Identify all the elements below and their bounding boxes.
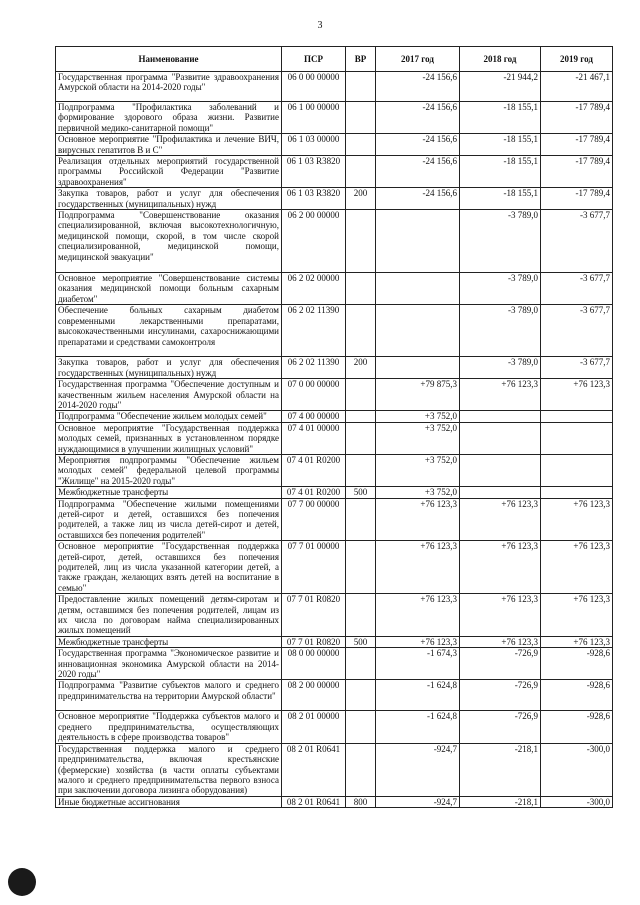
row-value-2017 [376, 357, 460, 379]
row-vr-code [346, 411, 376, 422]
row-value-2018 [460, 411, 541, 422]
row-value-2019: -928,6 [541, 648, 613, 680]
row-value-2018: -3 789,0 [460, 357, 541, 379]
row-value-2019: +76 123,3 [541, 498, 613, 541]
row-name: Подпрограмма "Совершенствование оказания специализированной, включая высокотехнологичную, медицинской помощи, скорой, в том числе скорой специализированной, медицинской помощи, медицинской эвакуации" [56, 210, 282, 273]
row-psr-code: 06 2 00 00000 [282, 210, 346, 273]
row-value-2018: -21 944,2 [460, 72, 541, 102]
row-psr-code: 08 0 00 00000 [282, 648, 346, 680]
row-psr-code: 06 1 03 R3820 [282, 156, 346, 188]
row-vr-code [346, 305, 376, 357]
row-value-2019: -300,0 [541, 743, 613, 796]
row-vr-code: 500 [346, 487, 376, 498]
row-value-2018: +76 123,3 [460, 379, 541, 411]
header-name: Наименование [56, 47, 282, 72]
row-psr-code: 08 2 01 00000 [282, 711, 346, 743]
row-name: Государственная поддержка малого и среднего предпринимательства, включая крестьянские (фермерские) хозяйства (в части оплаты субъектами малого и среднего предпринимательства первого взноса при заключении договора лизинга оборудования) [56, 743, 282, 796]
row-name: Реализация отдельных мероприятий государственной программы Российской Федерации "Развитие здравоохранения" [56, 156, 282, 188]
row-psr-code: 06 1 03 R3820 [282, 188, 346, 210]
row-value-2019: -3 677,7 [541, 273, 613, 305]
row-value-2018: +76 123,3 [460, 498, 541, 541]
row-value-2019 [541, 454, 613, 486]
row-name: Предоставление жилых помещений детям-сиротам и детям, оставшимся без попечения родителей, лицам из их числа по договорам найма специализированных жилых помещений [56, 594, 282, 637]
table-header-row [56, 47, 613, 72]
row-value-2019: +76 123,3 [541, 541, 613, 594]
row-name: Закупка товаров, работ и услуг для обеспечения государственных (муниципальных) нужд [56, 357, 282, 379]
row-value-2019: -21 467,1 [541, 72, 613, 102]
row-value-2018 [460, 487, 541, 498]
row-vr-code [346, 454, 376, 486]
row-psr-code: 06 2 02 11390 [282, 357, 346, 379]
page-number: 3 [317, 20, 323, 31]
row-name: Подпрограмма "Обеспечение жильем молодых семей" [56, 411, 282, 422]
row-value-2019: +76 123,3 [541, 379, 613, 411]
row-value-2017: -924,7 [376, 796, 460, 807]
row-value-2018: -18 155,1 [460, 134, 541, 156]
table-row [56, 357, 613, 379]
row-name: Государственная программа "Обеспечение доступным и качественным жильем населения Амурской области на 2014-2020 годы" [56, 379, 282, 411]
row-psr-code: 07 4 01 R0200 [282, 454, 346, 486]
table-row [56, 273, 613, 305]
row-value-2017 [376, 210, 460, 273]
table-row [56, 743, 613, 796]
budget-table [55, 46, 613, 808]
row-vr-code [346, 210, 376, 273]
row-vr-code: 500 [346, 636, 376, 647]
row-value-2017: +76 123,3 [376, 594, 460, 637]
row-psr-code: 06 0 00 00000 [282, 72, 346, 102]
row-value-2019: +76 123,3 [541, 636, 613, 647]
header-2017: 2017 год [376, 47, 460, 72]
row-psr-code: 07 4 00 00000 [282, 411, 346, 422]
row-value-2019: -3 677,7 [541, 305, 613, 357]
row-value-2019: -3 677,7 [541, 357, 613, 379]
row-value-2018: +76 123,3 [460, 636, 541, 647]
row-psr-code: 07 7 01 00000 [282, 541, 346, 594]
table-row [56, 411, 613, 422]
row-psr-code: 06 1 03 00000 [282, 134, 346, 156]
row-name: Подпрограмма "Развитие субъектов малого и среднего предпринимательства на территории Амурской области" [56, 680, 282, 711]
row-value-2018 [460, 454, 541, 486]
binding-hole-mark [8, 868, 36, 896]
row-psr-code: 07 4 01 00000 [282, 422, 346, 454]
table-row [56, 72, 613, 102]
row-value-2017: -1 674,3 [376, 648, 460, 680]
row-name: Основное мероприятие "Поддержка субъектов малого и среднего предпринимательства, осуществляющих деятельность в сфере производства товаров" [56, 711, 282, 743]
row-name: Межбюджетные трансферты [56, 636, 282, 647]
row-psr-code: 07 7 00 00000 [282, 498, 346, 541]
row-vr-code [346, 541, 376, 594]
row-value-2017: +3 752,0 [376, 454, 460, 486]
row-value-2018: -18 155,1 [460, 188, 541, 210]
row-psr-code: 06 2 02 11390 [282, 305, 346, 357]
row-value-2019: -928,6 [541, 680, 613, 711]
row-value-2019: -17 789,4 [541, 188, 613, 210]
row-vr-code: 800 [346, 796, 376, 807]
row-value-2019: -300,0 [541, 796, 613, 807]
row-vr-code [346, 594, 376, 637]
row-value-2017: +76 123,3 [376, 498, 460, 541]
row-vr-code [346, 498, 376, 541]
row-vr-code [346, 273, 376, 305]
row-name: Основное мероприятие "Совершенствование системы оказания медицинской помощи больным сахарным диабетом" [56, 273, 282, 305]
row-value-2019 [541, 487, 613, 498]
row-vr-code [346, 72, 376, 102]
row-value-2019 [541, 411, 613, 422]
row-name: Иные бюджетные ассигнования [56, 796, 282, 807]
row-value-2019: -3 677,7 [541, 210, 613, 273]
row-value-2019: -17 789,4 [541, 102, 613, 134]
row-value-2017 [376, 305, 460, 357]
row-psr-code: 06 1 00 00000 [282, 102, 346, 134]
table-row [56, 594, 613, 637]
row-value-2017: +76 123,3 [376, 541, 460, 594]
row-value-2017: +76 123,3 [376, 636, 460, 647]
row-name: Основное мероприятие "Государственная поддержка детей-сирот, детей, оставшихся без попечения родителей, лиц из числа указанной категории детей, а также граждан, желающих взять детей на воспитание в семью" [56, 541, 282, 594]
row-value-2018: -18 155,1 [460, 102, 541, 134]
table-row [56, 680, 613, 711]
row-value-2019: +76 123,3 [541, 594, 613, 637]
row-value-2018: -726,9 [460, 648, 541, 680]
table-row [56, 379, 613, 411]
table-row [56, 796, 613, 807]
row-name: Государственная программа "Развитие здравоохранения Амурской области на 2014-2020 годы" [56, 72, 282, 102]
row-value-2017: +79 875,3 [376, 379, 460, 411]
row-vr-code [346, 680, 376, 711]
row-vr-code [346, 379, 376, 411]
row-vr-code: 200 [346, 357, 376, 379]
table-row [56, 711, 613, 743]
table-row [56, 210, 613, 273]
table-row [56, 648, 613, 680]
row-value-2017: -24 156,6 [376, 102, 460, 134]
row-value-2019: -17 789,4 [541, 134, 613, 156]
row-vr-code [346, 648, 376, 680]
row-value-2018: -726,9 [460, 680, 541, 711]
row-value-2018: -218,1 [460, 743, 541, 796]
table-row [56, 134, 613, 156]
table-row [56, 636, 613, 647]
row-psr-code: 08 2 01 R0641 [282, 743, 346, 796]
row-value-2018 [460, 422, 541, 454]
row-name: Государственная программа "Экономическое развитие и инновационная экономика Амурской области на 2014-2020 годы" [56, 648, 282, 680]
row-value-2018: -726,9 [460, 711, 541, 743]
row-vr-code [346, 743, 376, 796]
row-value-2018: -3 789,0 [460, 210, 541, 273]
row-value-2019: -928,6 [541, 711, 613, 743]
table-row [56, 305, 613, 357]
table-row [56, 487, 613, 498]
row-value-2017: -24 156,6 [376, 72, 460, 102]
row-value-2018: -18 155,1 [460, 156, 541, 188]
row-value-2017: +3 752,0 [376, 422, 460, 454]
row-name: Межбюджетные трансферты [56, 487, 282, 498]
row-name: Основное мероприятие "Государственная поддержка молодых семей, признанных в установленном порядке нуждающимися в улучшении жилищных условий" [56, 422, 282, 454]
row-psr-code: 06 2 02 00000 [282, 273, 346, 305]
table-row [56, 102, 613, 134]
row-name: Подпрограмма "Профилактика заболеваний и формирование здорового образа жизни. Развитие первичной медико-санитарной помощи" [56, 102, 282, 134]
row-psr-code: 07 7 01 R0820 [282, 636, 346, 647]
row-value-2017: +3 752,0 [376, 487, 460, 498]
table-row [56, 541, 613, 594]
row-name: Подпрограмма "Обеспечение жилыми помещениями детей-сирот и детей, оставшихся без попечения родителей, а также лиц из числа детей-сирот и детей, оставшихся без попечения родителей" [56, 498, 282, 541]
header-2019: 2019 год [541, 47, 613, 72]
row-name: Обеспечение больных сахарным диабетом современными лекарственными препаратами, высококачественными инсулинами, сахароснижающими препаратами и средствами самоконтроля [56, 305, 282, 357]
table-row [56, 188, 613, 210]
row-vr-code [346, 102, 376, 134]
row-name: Закупка товаров, работ и услуг для обеспечения государственных (муниципальных) нужд [56, 188, 282, 210]
row-name: Мероприятия подпрограммы "Обеспечение жильем молодых семей" федеральной целевой программы "Жилище" на 2015-2020 годы" [56, 454, 282, 486]
table-row [56, 498, 613, 541]
row-value-2018: -218,1 [460, 796, 541, 807]
row-value-2017: +3 752,0 [376, 411, 460, 422]
row-vr-code: 200 [346, 188, 376, 210]
row-vr-code [346, 156, 376, 188]
row-value-2018: -3 789,0 [460, 305, 541, 357]
row-value-2017 [376, 273, 460, 305]
row-name: Основное мероприятие "Профилактика и лечение ВИЧ, вирусных гепатитов В и С" [56, 134, 282, 156]
row-psr-code: 07 0 00 00000 [282, 379, 346, 411]
row-value-2017: -1 624,8 [376, 711, 460, 743]
row-value-2017: -24 156,6 [376, 188, 460, 210]
header-vr: ВР [346, 47, 376, 72]
row-value-2019 [541, 422, 613, 454]
row-value-2019: -17 789,4 [541, 156, 613, 188]
row-value-2017: -924,7 [376, 743, 460, 796]
row-value-2017: -24 156,6 [376, 156, 460, 188]
table-row [56, 454, 613, 486]
table-row [56, 422, 613, 454]
row-psr-code: 08 2 00 00000 [282, 680, 346, 711]
row-value-2018: +76 123,3 [460, 594, 541, 637]
row-vr-code [346, 134, 376, 156]
row-value-2018: -3 789,0 [460, 273, 541, 305]
row-value-2017: -24 156,6 [376, 134, 460, 156]
row-psr-code: 07 4 01 R0200 [282, 487, 346, 498]
row-vr-code [346, 422, 376, 454]
header-psr: ПСР [282, 47, 346, 72]
header-2018: 2018 год [460, 47, 541, 72]
table-row [56, 156, 613, 188]
row-psr-code: 07 7 01 R0820 [282, 594, 346, 637]
row-vr-code [346, 711, 376, 743]
row-value-2017: -1 624,8 [376, 680, 460, 711]
row-psr-code: 08 2 01 R0641 [282, 796, 346, 807]
row-value-2018: +76 123,3 [460, 541, 541, 594]
